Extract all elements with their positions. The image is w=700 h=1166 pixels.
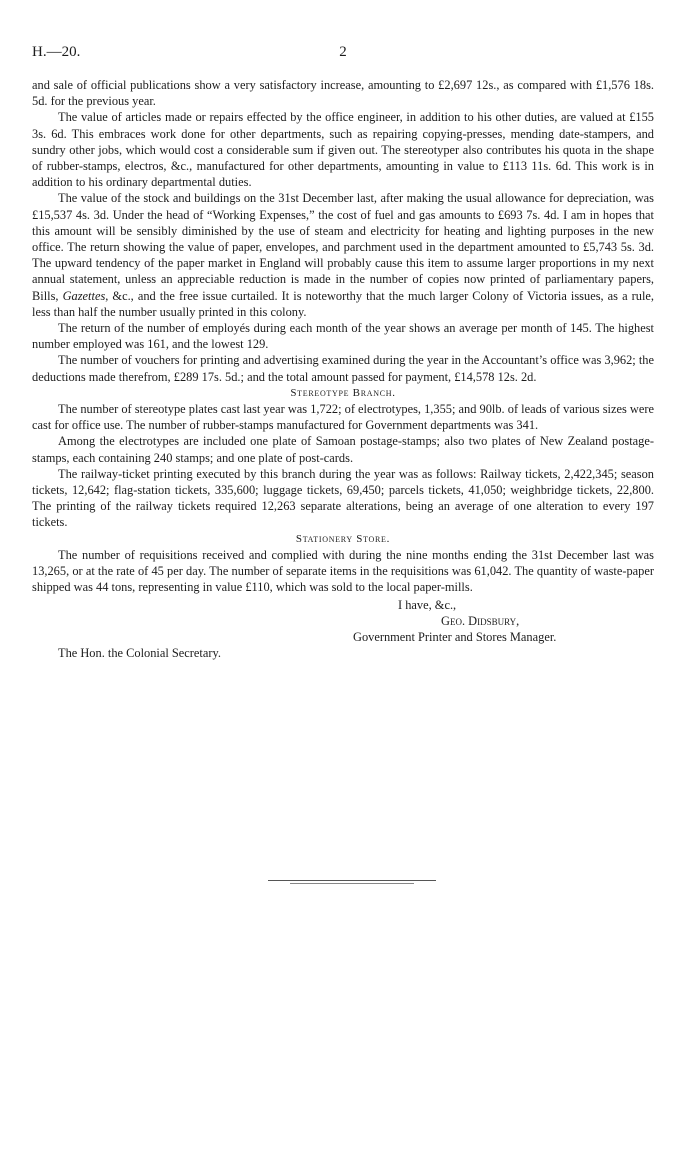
signature-name: Geo. Didsbury,: [441, 613, 520, 628]
stationery-store-heading: Stationery Store.: [295, 532, 391, 545]
gazettes-italic: Gazettes: [62, 288, 106, 303]
paragraph-3: [32, 190, 654, 320]
paragraph-7: Among the electrotypes are included one plate of Samoan postage-stamps; also two plates of New Zealand postage-stamps, each containing 240 stamps; and one plate of post-cards.: [32, 434, 654, 465]
stereotype-branch-heading: Stereotype Branch.: [290, 386, 396, 399]
paragraph-3-part-a: The value of the stock and buildings on the 31st December last, after making the usual allowance for depreciation, was £15,537 4s. 3d. Under the head of “Working Expenses,” the cost of fuel and gas amounts to £693 7s. 4d. I am in hopes that this amount will be sensibly diminished by the use of steam and electricity for heating and lighting purposes in the new office. The return showing the value of paper, envelopes, and parchment used in the department amounted to £5,743 5s. 3d. The upward tendency of the paper market in England will probably cause this item to assume larger proportions in my next annual statement, unless an appreciable reduction is made in the number of copies now printed of parliamentary papers, Bills,: [32, 191, 654, 303]
paragraph-8: The railway-ticket printing executed by this branch during the year was as follows: Railway tickets, 2,422,345; season tickets, 12,642; flag-station tickets, 335,600; luggage tickets, 69,450; parcels tickets, 41,050; weighbridge tickets, 22,800. The printing of the railway tickets required 12,263 separate alterations, being an average of one alteration to every 197 tickets.: [32, 466, 654, 530]
paragraph-3-part-b: , &c., and the free issue curtailed. It is noteworthy that the much larger Colony of Victoria issues, as a rule, less than half the number usually printed in this colony.: [32, 288, 654, 319]
closing-block: [32, 597, 654, 646]
signature-title: Government Printer and Stores Manager.: [353, 629, 557, 644]
document-reference: H.—20.: [32, 44, 81, 60]
document-body: [32, 77, 654, 661]
closing-rule-secondary: [290, 883, 414, 884]
addressee: The Hon. the Colonial Secretary.: [58, 646, 221, 661]
closing-rule: [268, 880, 436, 881]
paragraph-1: and sale of official publications show a very satisfactory increase, amounting to £2,697 12s., as compared with £1,576 18s. 5d. for the previous year.: [32, 78, 654, 109]
paragraph-5: The number of vouchers for printing and advertising examined during the year in the Accountant’s office was 3,962; the deductions made therefrom, £289 17s. 5d.; and the total amount passed for payment, £14,578 12s. 2d.: [32, 353, 654, 384]
paragraph-9: The number of requisitions received and complied with during the nine months ending the 31st December last was 13,265, or at the rate of 45 per day. The number of separate items in the requisitions was 61,042. The quantity of waste-paper shipped was 44 tons, representing in value £110, which was sold to the local paper-mills.: [32, 547, 654, 595]
paragraph-4: The return of the number of employés during each month of the year shows an average per month of 145. The highest number employed was 161, and the lowest 129.: [32, 321, 654, 352]
paragraph-6: The number of stereotype plates cast last year was 1,722; of electrotypes, 1,355; and 90lb. of leads of various sizes were cast for office use. The number of rubber-stamps manufactured for Government departments was 341.: [32, 402, 654, 433]
page-number: 2: [339, 44, 347, 60]
closing-greeting: I have, &c.,: [398, 597, 457, 612]
paragraph-2: The value of articles made or repairs effected by the office engineer, in addition to his other duties, are valued at £155 3s. 6d. This embraces work done for other departments, such as repairing copying-presses, mending date-stampers, and sundry other jobs, which would cost a considerable sum if given out. The stereotyper also contributes his quota in the shape of rubber-stamps, electros, &c., manufactured for other departments, amounting in value to £113 11s. 6d. This work is in addition to his ordinary departmental duties.: [32, 110, 654, 190]
